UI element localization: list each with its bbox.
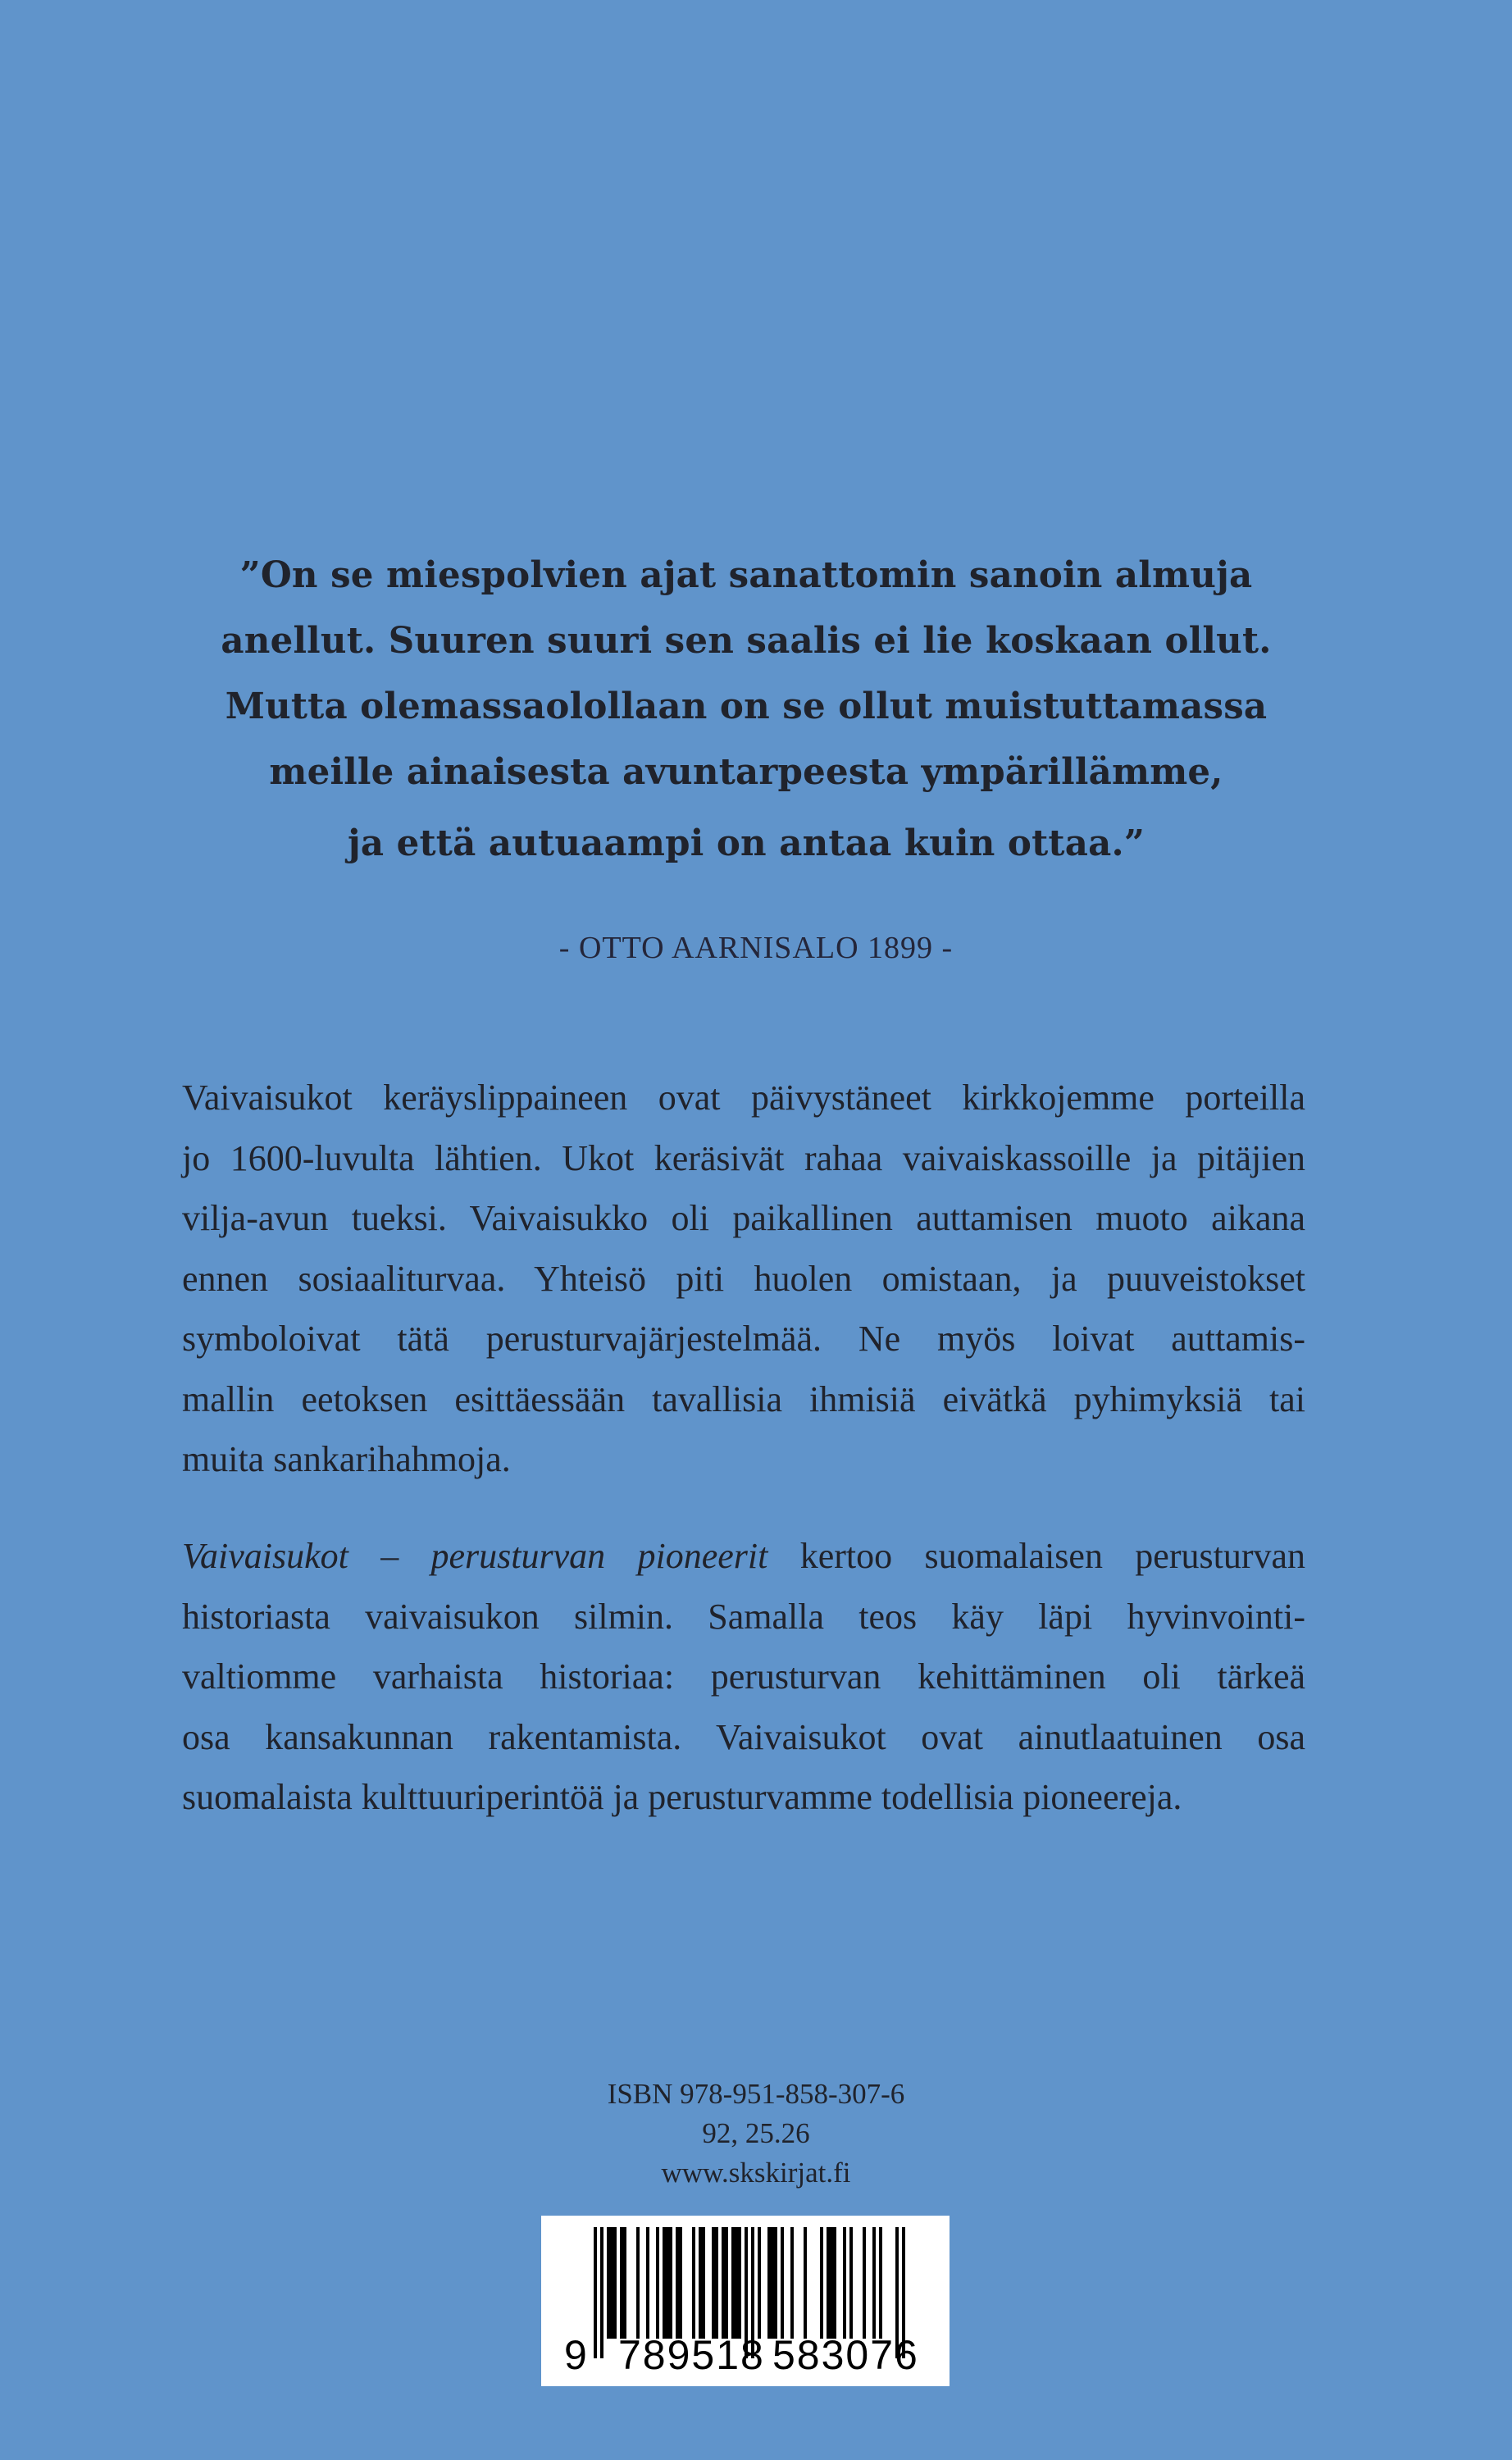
barcode-bar bbox=[872, 2227, 876, 2339]
barcode-first-digit: 9 bbox=[564, 2332, 587, 2378]
barcode-bar bbox=[623, 2227, 626, 2339]
barcode-left-group: 789518 bbox=[618, 2332, 765, 2378]
barcode-bar bbox=[781, 2227, 784, 2339]
barcode-bar bbox=[610, 2227, 613, 2339]
barcode-bar bbox=[699, 2227, 702, 2339]
barcode-bar bbox=[676, 2227, 679, 2339]
barcode-bar bbox=[663, 2227, 666, 2339]
barcode-bar bbox=[863, 2227, 866, 2339]
barcode-bar bbox=[666, 2227, 669, 2339]
barcode-digits bbox=[541, 2330, 950, 2380]
barcode-bar bbox=[607, 2227, 610, 2339]
barcode-bar bbox=[656, 2227, 659, 2339]
barcode-bar bbox=[767, 2227, 771, 2339]
barcode-right-group: 583076 bbox=[772, 2332, 919, 2378]
barcode-bar bbox=[804, 2227, 807, 2339]
barcode-bar bbox=[879, 2227, 882, 2339]
quote-line: ja että autuaampi on antaa kuin ottaa.” bbox=[347, 822, 1145, 864]
paragraph-line: osa kansakunnan rakentamista. Vaivaisukot ovat ainutlaatuinen osa bbox=[182, 1716, 1305, 1757]
barcode-bar bbox=[827, 2227, 830, 2339]
description-paragraph-1 bbox=[182, 1068, 1305, 1490]
isbn-text: ISBN 978-951-858-307-6 bbox=[607, 2078, 905, 2110]
barcode-bar bbox=[849, 2227, 853, 2339]
paragraph-line: mallin eetoksen esittäessään tavallisia ihmisiä eivätkä pyhimyksiä tai bbox=[182, 1378, 1305, 1419]
barcode-bar bbox=[820, 2227, 823, 2339]
barcode-bar bbox=[833, 2227, 836, 2339]
paragraph-line: symboloivat tätä perusturvajärjestelmää. Ne myös loivat auttamis- bbox=[182, 1319, 1305, 1359]
barcode-bar bbox=[738, 2227, 741, 2339]
barcode-bar bbox=[613, 2227, 617, 2339]
description-paragraph-2 bbox=[182, 1526, 1305, 1828]
paragraph-line: historiasta vaivaisukon silmin. Samalla teos käy läpi hyvinvointi- bbox=[182, 1596, 1305, 1637]
barcode-bar bbox=[692, 2227, 695, 2339]
publisher-website: www.skskirjat.fi bbox=[661, 2157, 851, 2189]
cover-quote bbox=[172, 543, 1320, 877]
barcode-bar bbox=[843, 2227, 846, 2339]
barcode-bar bbox=[758, 2227, 761, 2339]
barcode-bar bbox=[702, 2227, 705, 2339]
quote-attribution: - OTTO AARNISALO 1899 - bbox=[558, 931, 954, 965]
barcode-bar bbox=[731, 2227, 735, 2339]
book-title: Vaivaisukot – perusturvan pioneerit bbox=[182, 1536, 768, 1576]
classification-code: 92, 25.26 bbox=[702, 2117, 810, 2149]
paragraph-line bbox=[182, 1526, 1305, 1587]
paragraph-line: jo 1600-luvulta lähtien. Ukot keräsivät rahaa vaivaiskassoille ja pitäjien bbox=[182, 1137, 1305, 1178]
barcode-bar bbox=[830, 2227, 833, 2339]
publication-info bbox=[0, 2075, 1512, 2193]
paragraph-line: Vaivaisukot keräyslippaineen ovat päivystäneet kirkkojemme porteilla bbox=[182, 1077, 1305, 1118]
barcode-bar bbox=[771, 2227, 774, 2339]
barcode-bar bbox=[790, 2227, 794, 2339]
quote-line: ”On se miespolvien ajat sanattomin sanoin almuja bbox=[239, 554, 1253, 596]
paragraph-line: ennen sosiaaliturvaa. Yhteisö piti huolen omistaan, ja puuveistokset bbox=[182, 1258, 1305, 1299]
barcode-bar bbox=[679, 2227, 682, 2339]
barcode-bar bbox=[725, 2227, 728, 2339]
paragraph-line: suomalaista kulttuuriperintöä ja perusturvamme todellisia pioneereja. bbox=[182, 1777, 1182, 1817]
barcode-bar bbox=[774, 2227, 777, 2339]
barcode-bar bbox=[620, 2227, 623, 2339]
quote-line: Mutta olemassaolollaan on se ollut muistuttamassa bbox=[225, 686, 1268, 727]
quote-line: anellut. Suuren suuri sen saalis ei lie koskaan ollut. bbox=[221, 620, 1272, 662]
barcode-bar bbox=[735, 2227, 738, 2339]
paragraph-line: vilja-avun tueksi. Vaivaisukko oli paikallinen auttamisen muoto aikana bbox=[182, 1198, 1305, 1238]
barcode-bar bbox=[712, 2227, 715, 2339]
barcode-bar bbox=[669, 2227, 672, 2339]
paragraph-text: kertoo suomalaisen perusturvan bbox=[767, 1536, 1305, 1576]
paragraph-line: valtiomme varhaista historiaa: perusturvan kehittäminen oli tärkeä bbox=[182, 1656, 1305, 1697]
barcode bbox=[541, 2216, 950, 2386]
quote-line: meille ainaisesta avuntarpeesta ympärillämme, bbox=[269, 751, 1223, 793]
barcode-bar bbox=[636, 2227, 640, 2339]
barcode-bar bbox=[646, 2227, 649, 2339]
barcode-bar bbox=[722, 2227, 725, 2339]
paragraph-line: muita sankarihahmoja. bbox=[182, 1439, 511, 1479]
barcode-bar bbox=[715, 2227, 718, 2339]
